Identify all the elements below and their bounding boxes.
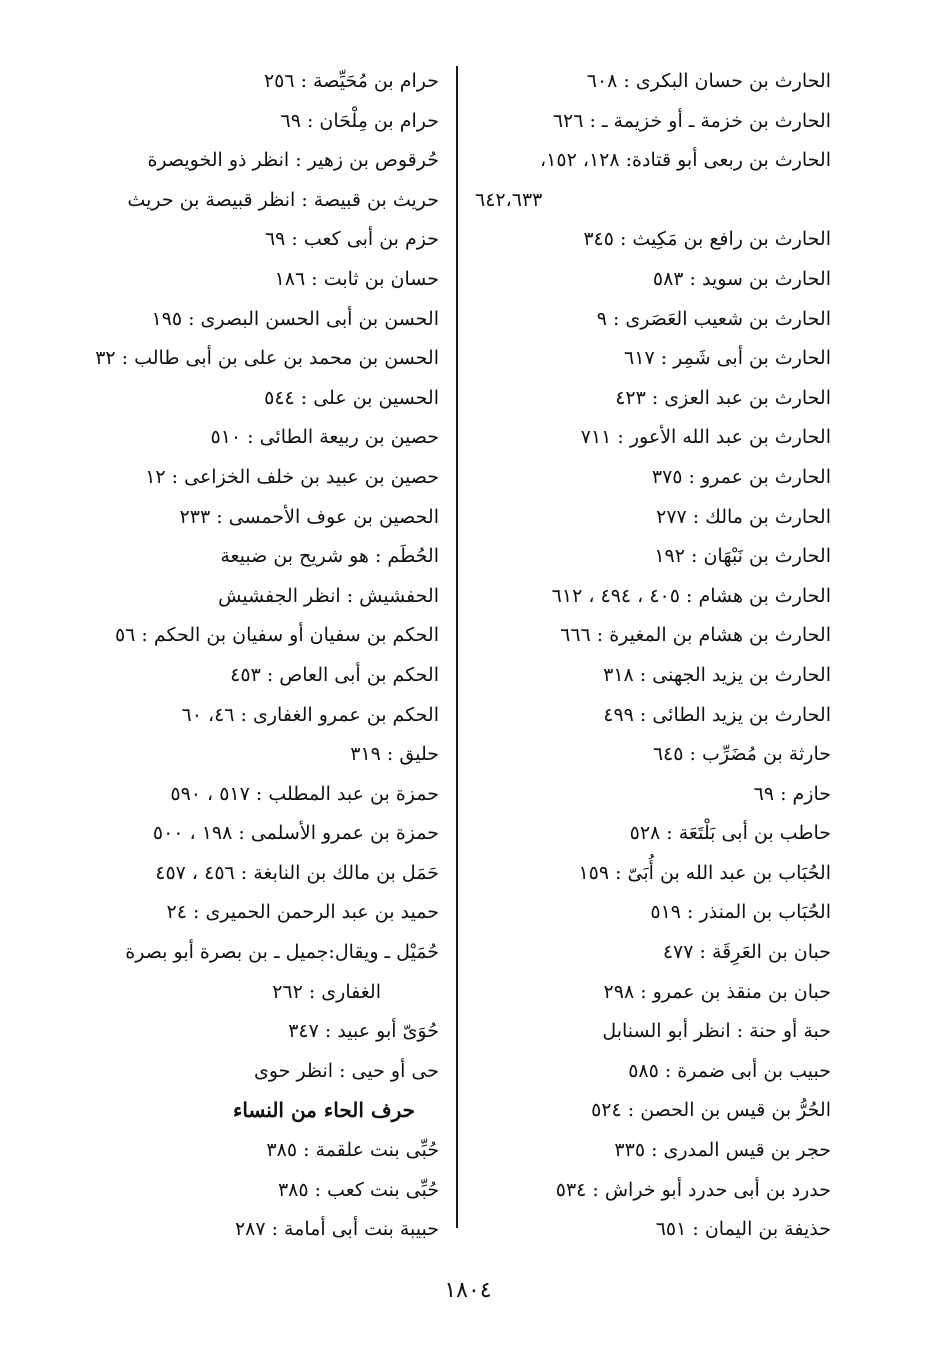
index-entry: حدرد بن أبى حدرد أبو خراش : ٥٣٤	[555, 1178, 831, 1201]
index-entry: حمزة بن عمرو الأسلمى : ١٩٨ ، ٥٠٠	[152, 822, 439, 845]
index-entry: الحارث بن ربعى أبو قتادة: ١٢٨، ١٥٢،	[540, 149, 831, 172]
index-entry: حبة أو حنة : انظر أبو السنابل	[602, 1020, 831, 1043]
index-entry: الحفشيش : انظر الجفشيش	[218, 584, 439, 607]
index-entry: الحُطَم : هو شريح بن ضبيعة	[220, 545, 439, 568]
index-entry: حمزة بن عبد المطلب : ٥١٧ ، ٥٩٠	[170, 782, 439, 805]
page-number: ١٨٠٤	[444, 1278, 492, 1303]
index-entry: حليق : ٣١٩	[350, 743, 439, 766]
index-entry: الحارث بن خزمة ـ أو خزيمة ـ : ٦٢٦	[552, 109, 831, 132]
index-entry: حازم : ٦٩	[753, 782, 831, 805]
index-entry: حى أو حيى : انظر حوى	[253, 1059, 439, 1082]
index-entry: الحكم بن أبى العاص : ٤٥٣	[230, 663, 439, 686]
index-entry: الحسن بن محمد بن على بن أبى طالب : ٣٢	[95, 347, 439, 370]
index-entry: حُمَيْل ـ ويقال:جميل ـ بن بصرة أبو بصرة	[125, 941, 439, 964]
index-entry: حذيفة بن اليمان : ٦٥١	[655, 1218, 831, 1241]
index-entry: حُبِّى بنت كعب : ٣٨٥	[277, 1178, 439, 1201]
index-entry: حَمَل بن مالك بن النابغة : ٤٥٦ ، ٤٥٧	[155, 861, 439, 884]
index-entry: الحارث بن هشام بن المغيرة : ٦٦٦	[560, 624, 831, 647]
right-column	[471, 62, 831, 1250]
index-entry: حُوَىّ أبو عبيد : ٣٤٧	[288, 1020, 439, 1043]
index-entry: الحارث بن نَبْهَان : ١٩٢	[654, 545, 831, 568]
left-column	[89, 62, 439, 1250]
index-entry: حميد بن عبد الرحمن الحميرى : ٢٤	[166, 901, 439, 924]
index-entry: حريث بن قبيصة : انظر قبيصة بن حريث	[127, 188, 439, 211]
index-entry-continuation: الغفارى : ٢٦٢	[272, 980, 381, 1003]
index-entry: الحارث بن شعيب العَصَرى : ٩	[596, 307, 831, 330]
index-entry: الحارث بن عمرو : ٣٧٥	[651, 465, 831, 488]
index-entry: الحارث بن عبد العزى : ٤٢٣	[615, 386, 831, 409]
index-entry-continuation: ٦٤٢،٦٣٣	[475, 188, 543, 211]
index-entry: حارثة بن مُضَرِّب : ٦٤٥	[652, 743, 831, 766]
index-entry: حبان بن منقذ بن عمرو : ٢٩٨	[603, 980, 831, 1003]
index-entry: الحسين بن على : ٥٤٤	[264, 386, 439, 409]
index-entry: الحكم بن سفيان أو سفيان بن الحكم : ٥٦	[114, 624, 439, 647]
index-entry: الحارث بن سويد : ٥٨٣	[652, 267, 831, 290]
index-entry: حاطب بن أبى بَلْتَعَة : ٥٢٨	[629, 822, 831, 845]
index-entry: الحصين بن عوف الأحمسى : ٢٣٣	[179, 505, 439, 528]
index-entry: الحارث بن مالك : ٢٧٧	[656, 505, 831, 528]
index-entry: الحارث بن حسان البكرى : ٦٠٨	[586, 70, 831, 92]
index-entry: حزم بن أبى كعب : ٦٩	[264, 228, 439, 251]
index-entry: الحارث بن يزيد الطائى : ٤٩٩	[603, 703, 831, 726]
index-entry: الحارث بن عبد الله الأعور : ٧١١	[580, 426, 831, 449]
index-entry: الحُرُّ بن قيس بن الحصن : ٥٢٤	[591, 1099, 831, 1122]
index-entry: حصين بن ربيعة الطائى : ٥١٠	[210, 426, 439, 449]
index-entry: حسان بن ثابت : ١٨٦	[274, 267, 439, 290]
index-entry: حبيبة بنت أبى أمامة : ٢٨٧	[234, 1218, 439, 1241]
index-entry: الحكم بن عمرو الغفارى : ٤٦، ٦٠	[181, 703, 439, 726]
index-entry: الحُبَاب بن عبد الله بن أُبَىّ : ١٥٩	[578, 861, 831, 884]
index-entry: الحارث بن أبى شَمِر : ٦١٧	[624, 347, 831, 370]
index-entry: حُرقوص بن زهير : انظر ذو الخويصرة	[147, 149, 439, 172]
index-entry: الحارث بن رافع بن مَكِيث : ٣٤٥	[583, 228, 831, 251]
section-heading: حرف الحاء من النساء	[232, 1098, 415, 1123]
index-entry: الحارث بن هشام : ٤٠٥ ، ٤٩٤ ، ٦١٢	[551, 584, 831, 607]
column-divider	[456, 66, 458, 1228]
index-entry: حبان بن العَرِقَة : ٤٧٧	[662, 941, 831, 964]
index-entry: حبيب بن أبى ضمرة : ٥٨٥	[628, 1059, 831, 1082]
index-entry: الحسن بن أبى الحسن البصرى : ١٩٥	[151, 307, 439, 330]
index-entry: حُبِّى بنت علقمة : ٣٨٥	[266, 1139, 439, 1162]
index-entry: حجر بن قيس المدرى : ٣٣٥	[614, 1139, 831, 1162]
index-entry: الحُبَاب بن المنذر : ٥١٩	[650, 901, 831, 924]
index-entry: حصين بن عبيد بن خلف الخزاعى : ١٢	[145, 465, 439, 488]
index-entry: حرام بن مُحَيِّصة : ٢٥٦	[263, 70, 439, 92]
index-entry: حرام بن مِلْحَان : ٦٩	[280, 109, 439, 132]
index-entry: الحارث بن يزيد الجهنى : ٣١٨	[603, 663, 831, 686]
